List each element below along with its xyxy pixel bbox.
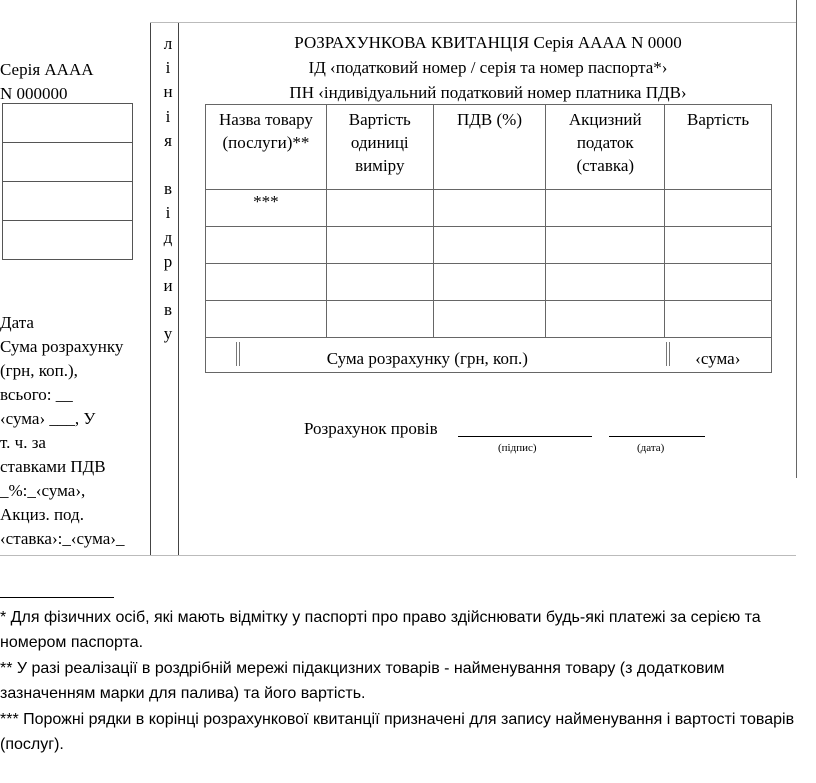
sum-value-cell	[665, 338, 772, 373]
table-row	[206, 227, 772, 264]
form-bottom-rule	[0, 555, 796, 556]
tear-letter: і	[165, 58, 171, 78]
tear-letter: я	[164, 130, 172, 150]
sum-label: Сума розрахунку (грн, коп.)	[326, 348, 528, 368]
table-cell[interactable]	[546, 264, 665, 301]
table-cell[interactable]	[546, 301, 665, 338]
table-row	[206, 264, 772, 301]
stub-series: Серія АААА	[0, 60, 94, 79]
stub-sum-line: ‹ставка›:_‹сума›_	[0, 529, 125, 548]
footnote-separator	[0, 597, 114, 598]
table-row	[206, 301, 772, 338]
tear-letter: у	[163, 324, 173, 344]
date-field[interactable]	[609, 436, 705, 437]
table-cell[interactable]	[326, 264, 433, 301]
table-cell[interactable]	[326, 190, 433, 227]
tear-letter: л	[163, 34, 173, 53]
column-header-cost: Вартість	[665, 105, 772, 190]
stub-sum-line: всього: __	[0, 385, 73, 404]
tear-letter: і	[165, 203, 171, 223]
column-header-excise: Акцизний податок (ставка)	[546, 105, 665, 190]
table-cell[interactable]	[665, 227, 772, 264]
table-header-row	[206, 105, 772, 190]
footnote-3: *** Порожні рядки в корінці розрахункової квитанції призначені для запису найменування і вартості товарів (послуг).	[0, 711, 795, 753]
stub-box-4	[2, 220, 133, 260]
stub-box-1	[2, 103, 133, 143]
table-cell[interactable]	[433, 190, 546, 227]
stub-sum-line: (грн, коп.),	[0, 361, 78, 380]
sum-label-cell	[206, 338, 665, 373]
signature-hint: (підпис)	[498, 442, 537, 454]
receipt-title: РОЗРАХУНКОВА КВИТАНЦІЯ Серія АААА N 0000	[294, 33, 682, 52]
receipt-pn-line: ПН ‹індивідуальний податковий номер платника ПДВ›	[289, 83, 687, 102]
stub-divider-left	[150, 22, 151, 556]
goods-table	[205, 104, 772, 373]
tear-letter: р	[163, 251, 173, 271]
stub-date-label: Дата	[0, 313, 34, 332]
tear-letter: в	[163, 179, 173, 199]
table-cell[interactable]	[433, 301, 546, 338]
footnotes	[0, 606, 816, 759]
tear-line-label	[162, 32, 174, 347]
stub-number: N 000000	[0, 84, 68, 103]
table-cell[interactable]	[206, 227, 327, 264]
receipt-top-rule	[150, 22, 796, 23]
stub-header	[0, 58, 94, 106]
table-row	[206, 190, 772, 227]
tear-letter: в	[163, 300, 173, 320]
table-cell[interactable]: ***	[206, 190, 327, 227]
stub-sum-line: Акциз. под.	[0, 505, 84, 524]
column-header-vat: ПДВ (%)	[433, 105, 546, 190]
table-cell[interactable]	[665, 190, 772, 227]
table-cell[interactable]	[433, 264, 546, 301]
column-header-name: Назва товару (послуги)**	[206, 105, 327, 190]
stub-sum-line: _%:_‹сума›,	[0, 481, 86, 500]
receipt-id-line: ІД ‹податковий номер / серія та номер паспорта*›	[308, 58, 668, 77]
table-cell[interactable]	[326, 227, 433, 264]
column-header-unit-price: Вартість одиниці виміру	[326, 105, 433, 190]
tear-letter: н	[163, 82, 173, 102]
tear-letter: д	[163, 227, 173, 247]
footnote-2: ** У разі реалізації в роздрібній мережі підакцизних товарів - найменування товару (з додатковим зазначенням марки для палива) та його вартість.	[0, 660, 725, 702]
conducted-by-label: Розрахунок провів	[304, 419, 438, 438]
stub-details	[0, 311, 150, 551]
table-cell[interactable]	[326, 301, 433, 338]
stub-sum-line: Сума розрахунку	[0, 337, 124, 356]
table-cell[interactable]	[433, 227, 546, 264]
table-cell[interactable]	[206, 264, 327, 301]
cell-separator	[236, 342, 240, 366]
table-cell[interactable]	[546, 227, 665, 264]
table-cell[interactable]	[546, 190, 665, 227]
sum-row	[206, 338, 772, 373]
stub-sum-line: ставками ПДВ	[0, 457, 106, 476]
tear-letter: и	[163, 276, 173, 296]
tear-letter: і	[165, 106, 171, 126]
table-cell[interactable]	[206, 301, 327, 338]
table-cell[interactable]	[665, 301, 772, 338]
date-hint: (дата)	[637, 442, 665, 454]
table-cell[interactable]	[665, 264, 772, 301]
stub-box-2	[2, 142, 133, 182]
sum-value: ‹сума›	[695, 348, 741, 368]
footnote-1: * Для фізичних осіб, які мають відмітку у паспорті про право здійснювати будь-які платежі за серією та номером паспорта.	[0, 609, 761, 651]
tear-letter	[162, 153, 174, 177]
stub-box-3	[2, 181, 133, 221]
stub-sum-line: т. ч. за	[0, 433, 46, 452]
stub-sum-line: ‹сума› ___, У	[0, 409, 96, 428]
signature-field[interactable]	[458, 436, 592, 437]
